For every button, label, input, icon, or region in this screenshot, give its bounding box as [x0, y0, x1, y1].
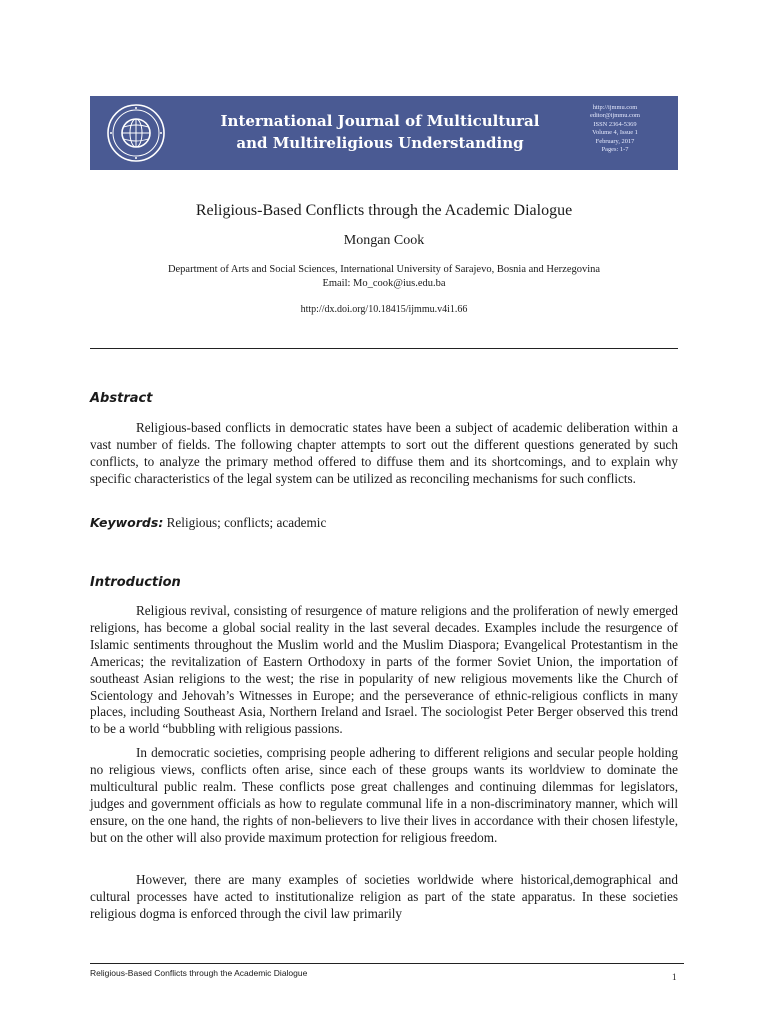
journal-pages: Pages: 1-7 [601, 146, 629, 154]
journal-banner [90, 96, 678, 170]
journal-volume: Volume 4, Issue 1 [592, 129, 638, 137]
journal-url[interactable]: http://ijmmu.com [592, 104, 638, 111]
header-divider [90, 348, 678, 349]
intro-paragraph-3: However, there are many examples of societies worldwide where historical,demographical and cultural processes have acted to institutionalize religion as part of the state apparatus. In these societies religious dogma is enforced through the civil law primarily [90, 872, 678, 921]
abstract-text: Religious-based conflicts in democratic states have been a subject of academic deliberation within a vast number of fields. The following chapter attempts to sort out the different questions generated by such conflicts, to analyze the primary method offered to diffuse them and its shortcomings, and to explain why specific characteristics of the legal system can be utilized as reconciling mechanisms for such conflicts. [90, 420, 678, 486]
page-number: 1 [672, 972, 677, 982]
journal-title-line1: International Journal of Multicultural [220, 112, 540, 130]
journal-title [200, 110, 560, 154]
paper-title: Religious-Based Conflicts through the Academic Dialogue [195, 202, 573, 219]
introduction-heading: Introduction [90, 575, 181, 590]
footer-running-title: Religious-Based Conflicts through the Academic Dialogue [90, 968, 308, 978]
journal-date: February, 2017 [595, 137, 635, 145]
author-affiliation-block [90, 263, 678, 291]
journal-issn: ISSN 2364-5369 [593, 120, 637, 128]
keywords-text: Religious; conflicts; academic [163, 515, 327, 530]
intro-paragraph-1: Religious revival, consisting of resurgence of mature religions and the proliferation of newly emerged religions, has become a global social reality in the last several decades. Examples include the resurgence of Islamic sentiments throughout the Muslim world and the Muslim Diaspora; Evangelical Protestantism in the Americas; the revitalization of Eastern Orthodoxy in parts of the former Soviet Union, the importation of southeast Asian religions to the west; the rise in popularity of new religious movements like the Church of Scientology and Jehovah’s Witnesses in Europe; and the perseverance of ethnic-religious conflicts in many places, including Southeast Asia, Northern Ireland and Israel. The sociologist Peter Berger observed this trend to be a world “bubbling with religious passions. [90, 603, 678, 737]
keywords-label: Keywords: [90, 515, 164, 530]
doi-link[interactable]: http://dx.doi.org/10.18415/ijmmu.v4i1.66 [300, 304, 468, 315]
abstract-heading: Abstract [90, 391, 153, 406]
intro-paragraph-2: In democratic societies, comprising people adhering to different religions and secular people holding no religious views, conflicts often arise, since each of these groups wants its worldview to dominate the multicultural public realm. These conflicts pose great challenges and continuing dilemmas for legislators, judges and government officials as how to regulate communal life in a non-discriminatory manner, which will ensure, on the one hand, the rights of non-believers to live their lives in accordance with their chosen lifestyle, but on the other will also provide maximum protection for religious freedom. [90, 745, 678, 845]
journal-meta [570, 104, 660, 154]
author-email[interactable]: Email: Mo_cook@ius.edu.ba [322, 278, 446, 289]
journal-title-line2: and Multireligious Understanding [236, 134, 524, 152]
journal-email[interactable]: editor@ijmmu.com [589, 112, 641, 120]
keywords-line [90, 515, 678, 531]
globe-logo-icon [106, 103, 166, 163]
author-name: Mongan Cook [343, 233, 425, 248]
footer-divider [90, 963, 684, 964]
author-affiliation: Department of Arts and Social Sciences, International University of Sarajevo, Bosnia and Herzegovina [167, 264, 601, 275]
